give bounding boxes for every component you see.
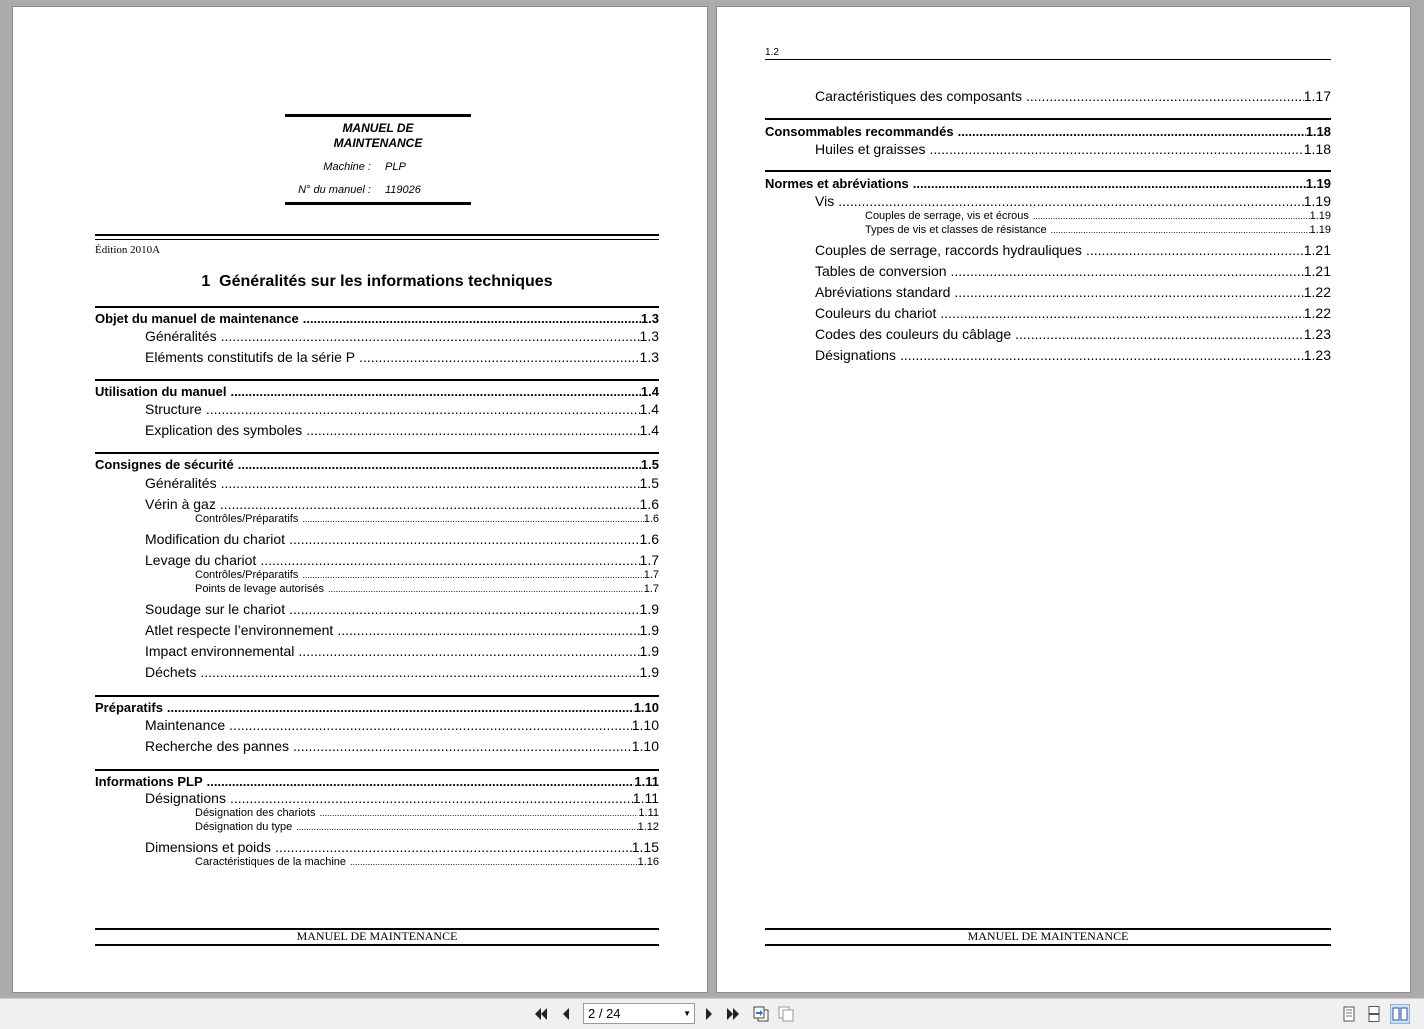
toc-entry[interactable]: Types de vis et classes de résistance ..... 1.19 [865, 224, 1331, 236]
toc-entry[interactable]: Points de levage autorisés ..... 1.7 [195, 583, 659, 595]
toc-entry[interactable]: Désignation du type ..... 1.12 [195, 821, 659, 833]
toc-entry[interactable]: Structure ..... 1.4 [145, 401, 659, 417]
group-rule [95, 306, 659, 308]
two-page-view-icon[interactable] [1390, 1004, 1410, 1024]
pdf-page-right [716, 6, 1411, 993]
toc-entry[interactable]: Codes des couleurs du câblage ..... 1.23 [815, 326, 1331, 342]
toc-entry[interactable]: Atlet respecte l’environnement ..... 1.9 [145, 622, 659, 638]
toc-entry[interactable]: Contrôles/Préparatifs ..... 1.6 [195, 513, 659, 525]
toc-entry[interactable]: Dimensions et poids ..... 1.15 [145, 839, 659, 855]
go-back-icon[interactable] [750, 1003, 772, 1025]
machine-value: PLP [385, 161, 406, 173]
toc-entry[interactable]: Recherche des pannes ..... 1.10 [145, 738, 659, 754]
group-rule [765, 118, 1331, 120]
section-title-text: Généralités sur les informations techniques [219, 273, 553, 290]
footer-rule-bottom [765, 944, 1331, 946]
cover-title-line2: MAINTENANCE [333, 136, 423, 150]
toc-entry[interactable]: Consignes de sécurité ..... 1.5 [95, 457, 659, 472]
toc-entry[interactable]: Maintenance ..... 1.10 [145, 717, 659, 733]
toc-entry[interactable]: Consommables recommandés ..... 1.18 [765, 124, 1331, 139]
group-rule [95, 769, 659, 771]
toc-entry[interactable]: Déchets ..... 1.9 [145, 664, 659, 680]
toc-entry[interactable]: Contrôles/Préparatifs ..... 1.7 [195, 569, 659, 581]
cover-top-rule [285, 114, 471, 117]
toc-entry[interactable]: Caractéristiques de la machine ..... 1.16 [195, 856, 659, 868]
toc-entry[interactable]: Huiles et graisses ..... 1.18 [815, 141, 1331, 157]
group-rule [765, 170, 1331, 172]
manual-number-value: 119026 [385, 184, 421, 196]
toc-entry[interactable]: Abréviations standard ..... 1.22 [815, 284, 1331, 300]
go-forward-icon[interactable] [775, 1003, 797, 1025]
toc-entry[interactable]: Préparatifs ..... 1.10 [95, 700, 659, 715]
page-number: 1.2 [765, 47, 779, 58]
toc-entry[interactable]: Objet du manuel de maintenance ..... 1.3 [95, 311, 659, 326]
section-title [95, 273, 659, 291]
pdf-page-left [12, 6, 708, 993]
toc-entry[interactable]: Vis ..... 1.19 [815, 193, 1331, 209]
last-page-icon[interactable] [722, 1003, 744, 1025]
footer-rule-bottom [95, 944, 659, 946]
toc-entry[interactable]: Utilisation du manuel ..... 1.4 [95, 384, 659, 399]
toc-entry[interactable]: Couleurs du chariot ..... 1.22 [815, 305, 1331, 321]
toc-entry[interactable]: Informations PLP ..... 1.11 [95, 774, 659, 789]
toc-entry[interactable]: Eléments constitutifs de la série P ..... 1.3 [145, 349, 659, 365]
toc-entry[interactable]: Normes et abréviations ..... 1.19 [765, 176, 1331, 191]
group-rule [95, 379, 659, 381]
manual-number-label: N° du manuel : [298, 184, 371, 196]
footer-text: MANUEL DE MAINTENANCE [967, 929, 1129, 943]
previous-page-icon[interactable] [555, 1003, 577, 1025]
cover-title-line1: MANUEL DE [342, 121, 414, 135]
toc-entry[interactable]: Généralités ..... 1.5 [145, 475, 659, 491]
first-page-icon[interactable] [530, 1003, 552, 1025]
header-rule [765, 59, 1331, 60]
toc-entry[interactable]: Généralités ..... 1.3 [145, 328, 659, 344]
toc-entry[interactable]: Soudage sur le chariot ..... 1.9 [145, 601, 659, 617]
toc-entry[interactable]: Désignations ..... 1.23 [815, 347, 1331, 363]
footer-text: MANUEL DE MAINTENANCE [296, 929, 458, 943]
toc-entry[interactable]: Impact environnemental ..... 1.9 [145, 643, 659, 659]
edition-label: Édition 2010A [95, 244, 161, 256]
group-rule [95, 452, 659, 454]
toc-entry[interactable]: Levage du chariot ..... 1.7 [145, 552, 659, 568]
toc-entry[interactable]: Couples de serrage, raccords hydrauliques ..... 1.21 [815, 242, 1331, 258]
toc-entry[interactable]: Couples de serrage, vis et écrous ..... 1.19 [865, 210, 1331, 222]
edition-rule-1 [95, 234, 659, 236]
group-rule [95, 695, 659, 697]
page-indicator: 2 / 24 [588, 1006, 621, 1021]
continuous-view-icon[interactable] [1364, 1004, 1384, 1024]
cover-bottom-rule [285, 202, 471, 205]
edition-rule-2 [95, 239, 659, 240]
page-number-select[interactable] [583, 1003, 695, 1024]
toc-entry[interactable]: Modification du chariot ..... 1.6 [145, 531, 659, 547]
toc-entry[interactable]: Tables de conversion ..... 1.21 [815, 263, 1331, 279]
section-number: 1 [201, 273, 211, 290]
toc-entry[interactable]: Vérin à gaz ..... 1.6 [145, 496, 659, 512]
next-page-icon[interactable] [698, 1003, 720, 1025]
chevron-down-icon: ▼ [683, 1009, 691, 1018]
toc-entry[interactable]: Caractéristiques des composants ..... 1.17 [815, 88, 1331, 104]
toc-entry[interactable]: Désignation des chariots ..... 1.11 [195, 807, 659, 819]
machine-label: Machine : [323, 161, 371, 173]
single-page-view-icon[interactable] [1339, 1004, 1359, 1024]
toc-entry[interactable]: Explication des symboles ..... 1.4 [145, 422, 659, 438]
toc-entry[interactable]: Désignations ..... 1.11 [145, 790, 659, 806]
viewer-toolbar [0, 998, 1424, 1029]
